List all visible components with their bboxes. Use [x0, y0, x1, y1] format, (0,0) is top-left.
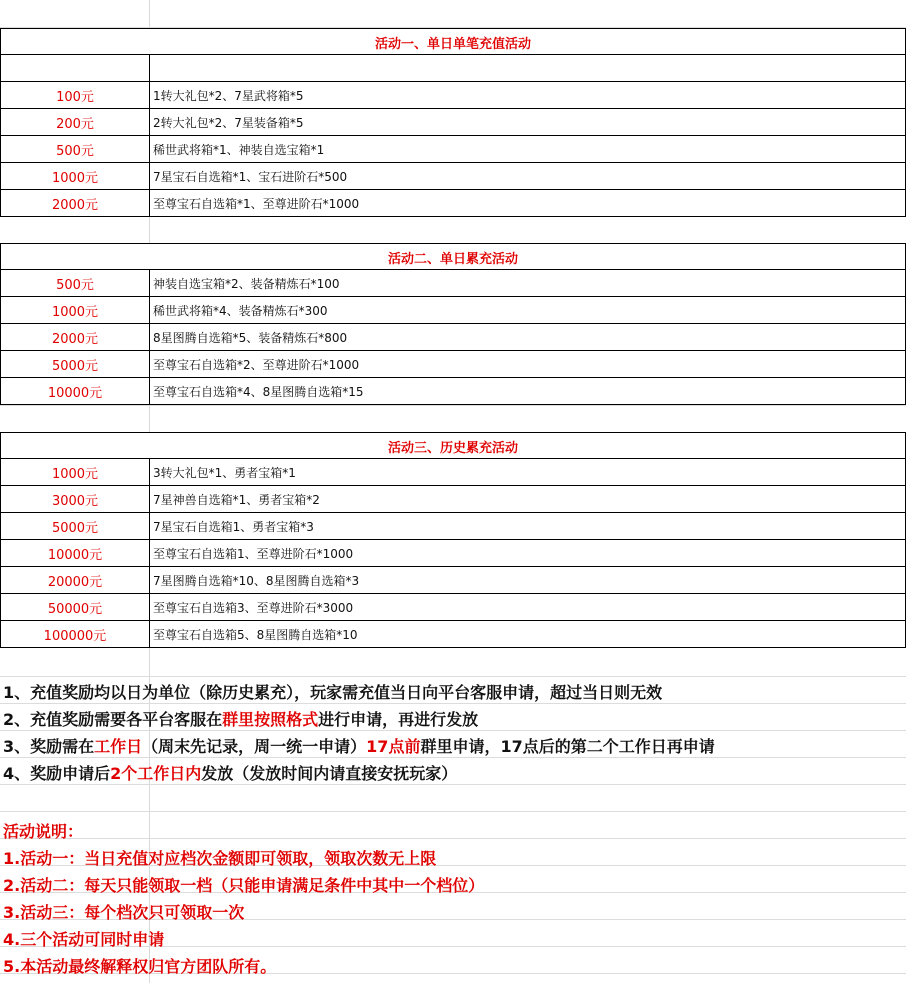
- row-divider: [0, 784, 906, 785]
- note-1: 1、充值奖励均以日为单位（除历史累充），玩家需充值当日向平台客服申请，超过当日则无效: [3, 683, 663, 702]
- reward-cell: 至尊宝石自选箱*2、至尊进阶石*1000: [153, 358, 360, 372]
- amount-cell: 3000元: [1, 486, 150, 513]
- note-2-highlight: 群里按照格式: [222, 710, 319, 729]
- note-3-part: 群里申请，17点后的第二个工作日再申请: [420, 737, 715, 756]
- note-4-part: 发放（发放时间内请直接安抚玩家）: [201, 764, 458, 783]
- reward-cell: 至尊宝石自选箱3、至尊进阶石*3000: [153, 601, 354, 615]
- row-divider: [0, 811, 906, 812]
- table-row: [0, 82, 906, 109]
- amount-cell: 5000元: [1, 351, 150, 378]
- note-4-part: 4、奖励申请后: [3, 764, 111, 783]
- activity2-title: 活动二、单日累充活动: [387, 251, 518, 267]
- amount-cell: 10000元: [1, 378, 150, 405]
- reward-cell: 7星神兽自选箱*1、勇者宝箱*2: [153, 493, 320, 507]
- explanation-item: 1.活动一：当日充值对应档次金额即可领取，领取次数无上限: [3, 849, 437, 868]
- table-row: [0, 594, 906, 621]
- reward-cell: 1转大礼包*2、7星武将箱*5: [153, 89, 304, 103]
- activity1-title-row: [0, 28, 906, 55]
- amount-cell: 1000元: [1, 163, 150, 190]
- table-row: [0, 324, 906, 351]
- reward-cell: 7星宝石自选箱1、勇者宝箱*3: [153, 520, 314, 534]
- amount-cell: 20000元: [1, 567, 150, 594]
- table-row: [0, 136, 906, 163]
- explanation-item: 2.活动二：每天只能领取一档（只能申请满足条件中其中一个档位）: [3, 876, 485, 895]
- note-3-part: （周末先记录，周一统一申请）: [142, 737, 367, 756]
- amount-cell: 10000元: [1, 540, 150, 567]
- blank-cell: [151, 55, 905, 82]
- explanation-heading: 活动说明：: [3, 822, 84, 841]
- table-row: [0, 513, 906, 540]
- row-divider: [0, 703, 906, 704]
- reward-cell: 至尊宝石自选箱5、8星图腾自选箱*10: [153, 628, 358, 642]
- row-divider: [0, 405, 906, 406]
- amount-cell: 500元: [1, 136, 150, 163]
- amount-cell: 1000元: [1, 459, 150, 486]
- row-divider: [0, 676, 906, 677]
- blank-cell: [1, 55, 150, 82]
- reward-cell: 至尊宝石自选箱*1、至尊进阶石*1000: [153, 197, 360, 211]
- reward-cell: 稀世武将箱*1、神装自选宝箱*1: [153, 143, 325, 157]
- table-row: [0, 567, 906, 594]
- row-divider: [0, 757, 906, 758]
- reward-cell: 3转大礼包*1、勇者宝箱*1: [153, 466, 296, 480]
- activity3-title-row: [0, 432, 906, 459]
- amount-cell: 500元: [1, 270, 150, 297]
- note-4-highlight: 2个工作日内: [110, 764, 202, 783]
- amount-cell: 100元: [1, 82, 150, 109]
- explanation-item: 4.三个活动可同时申请: [3, 930, 165, 949]
- row-divider: [0, 838, 906, 839]
- note-3-highlight: 工作日: [94, 737, 143, 756]
- amount-cell: 5000元: [1, 513, 150, 540]
- explanation-item: 3.活动三：每个档次只可领取一次: [3, 903, 245, 922]
- explanation-item: 5.本活动最终解释权归官方团队所有。: [3, 957, 277, 976]
- reward-cell: 2转大礼包*2、7星装备箱*5: [153, 116, 304, 130]
- reward-cell: 至尊宝石自选箱*4、8星图腾自选箱*15: [153, 385, 364, 399]
- amount-cell: 2000元: [1, 190, 150, 217]
- activity2-title-row: [0, 243, 906, 270]
- table-row: [0, 190, 906, 217]
- amount-cell: 200元: [1, 109, 150, 136]
- table-row: [0, 486, 906, 513]
- reward-cell: 稀世武将箱*4、装备精炼石*300: [153, 304, 328, 318]
- amount-cell: 2000元: [1, 324, 150, 351]
- table-row: [0, 163, 906, 190]
- table-row: [0, 297, 906, 324]
- reward-cell: 8星图腾自选箱*5、装备精炼石*800: [153, 331, 348, 345]
- note-2: [3, 707, 478, 730]
- table-row: [0, 351, 906, 378]
- table-row: [0, 459, 906, 486]
- table-row: [0, 270, 906, 297]
- note-2-part: 进行申请，再进行发放: [318, 710, 479, 729]
- reward-cell: 至尊宝石自选箱1、至尊进阶石*1000: [153, 547, 354, 561]
- row-divider: [0, 730, 906, 731]
- activity1-blank-row: [0, 55, 906, 82]
- note-2-part: 2、充值奖励需要各平台客服在: [3, 710, 223, 729]
- table-row: [0, 378, 906, 405]
- note-3-part: 3、奖励需在: [3, 737, 95, 756]
- activity3-title: 活动三、历史累充活动: [387, 440, 518, 456]
- note-3-highlight: 17点前: [366, 737, 421, 756]
- amount-cell: 1000元: [1, 297, 150, 324]
- note-3: [3, 734, 715, 757]
- activity1-title: 活动一、单日单笔充值活动: [374, 36, 531, 52]
- table-row: [0, 109, 906, 136]
- note-4: [3, 761, 457, 784]
- amount-cell: 50000元: [1, 594, 150, 621]
- amount-cell: 100000元: [1, 621, 150, 648]
- table-row: [0, 540, 906, 567]
- reward-cell: 神装自选宝箱*2、装备精炼石*100: [153, 277, 340, 291]
- reward-cell: 7星图腾自选箱*10、8星图腾自选箱*3: [153, 574, 360, 588]
- reward-cell: 7星宝石自选箱*1、宝石进阶石*500: [153, 170, 348, 184]
- table-row: [0, 621, 906, 648]
